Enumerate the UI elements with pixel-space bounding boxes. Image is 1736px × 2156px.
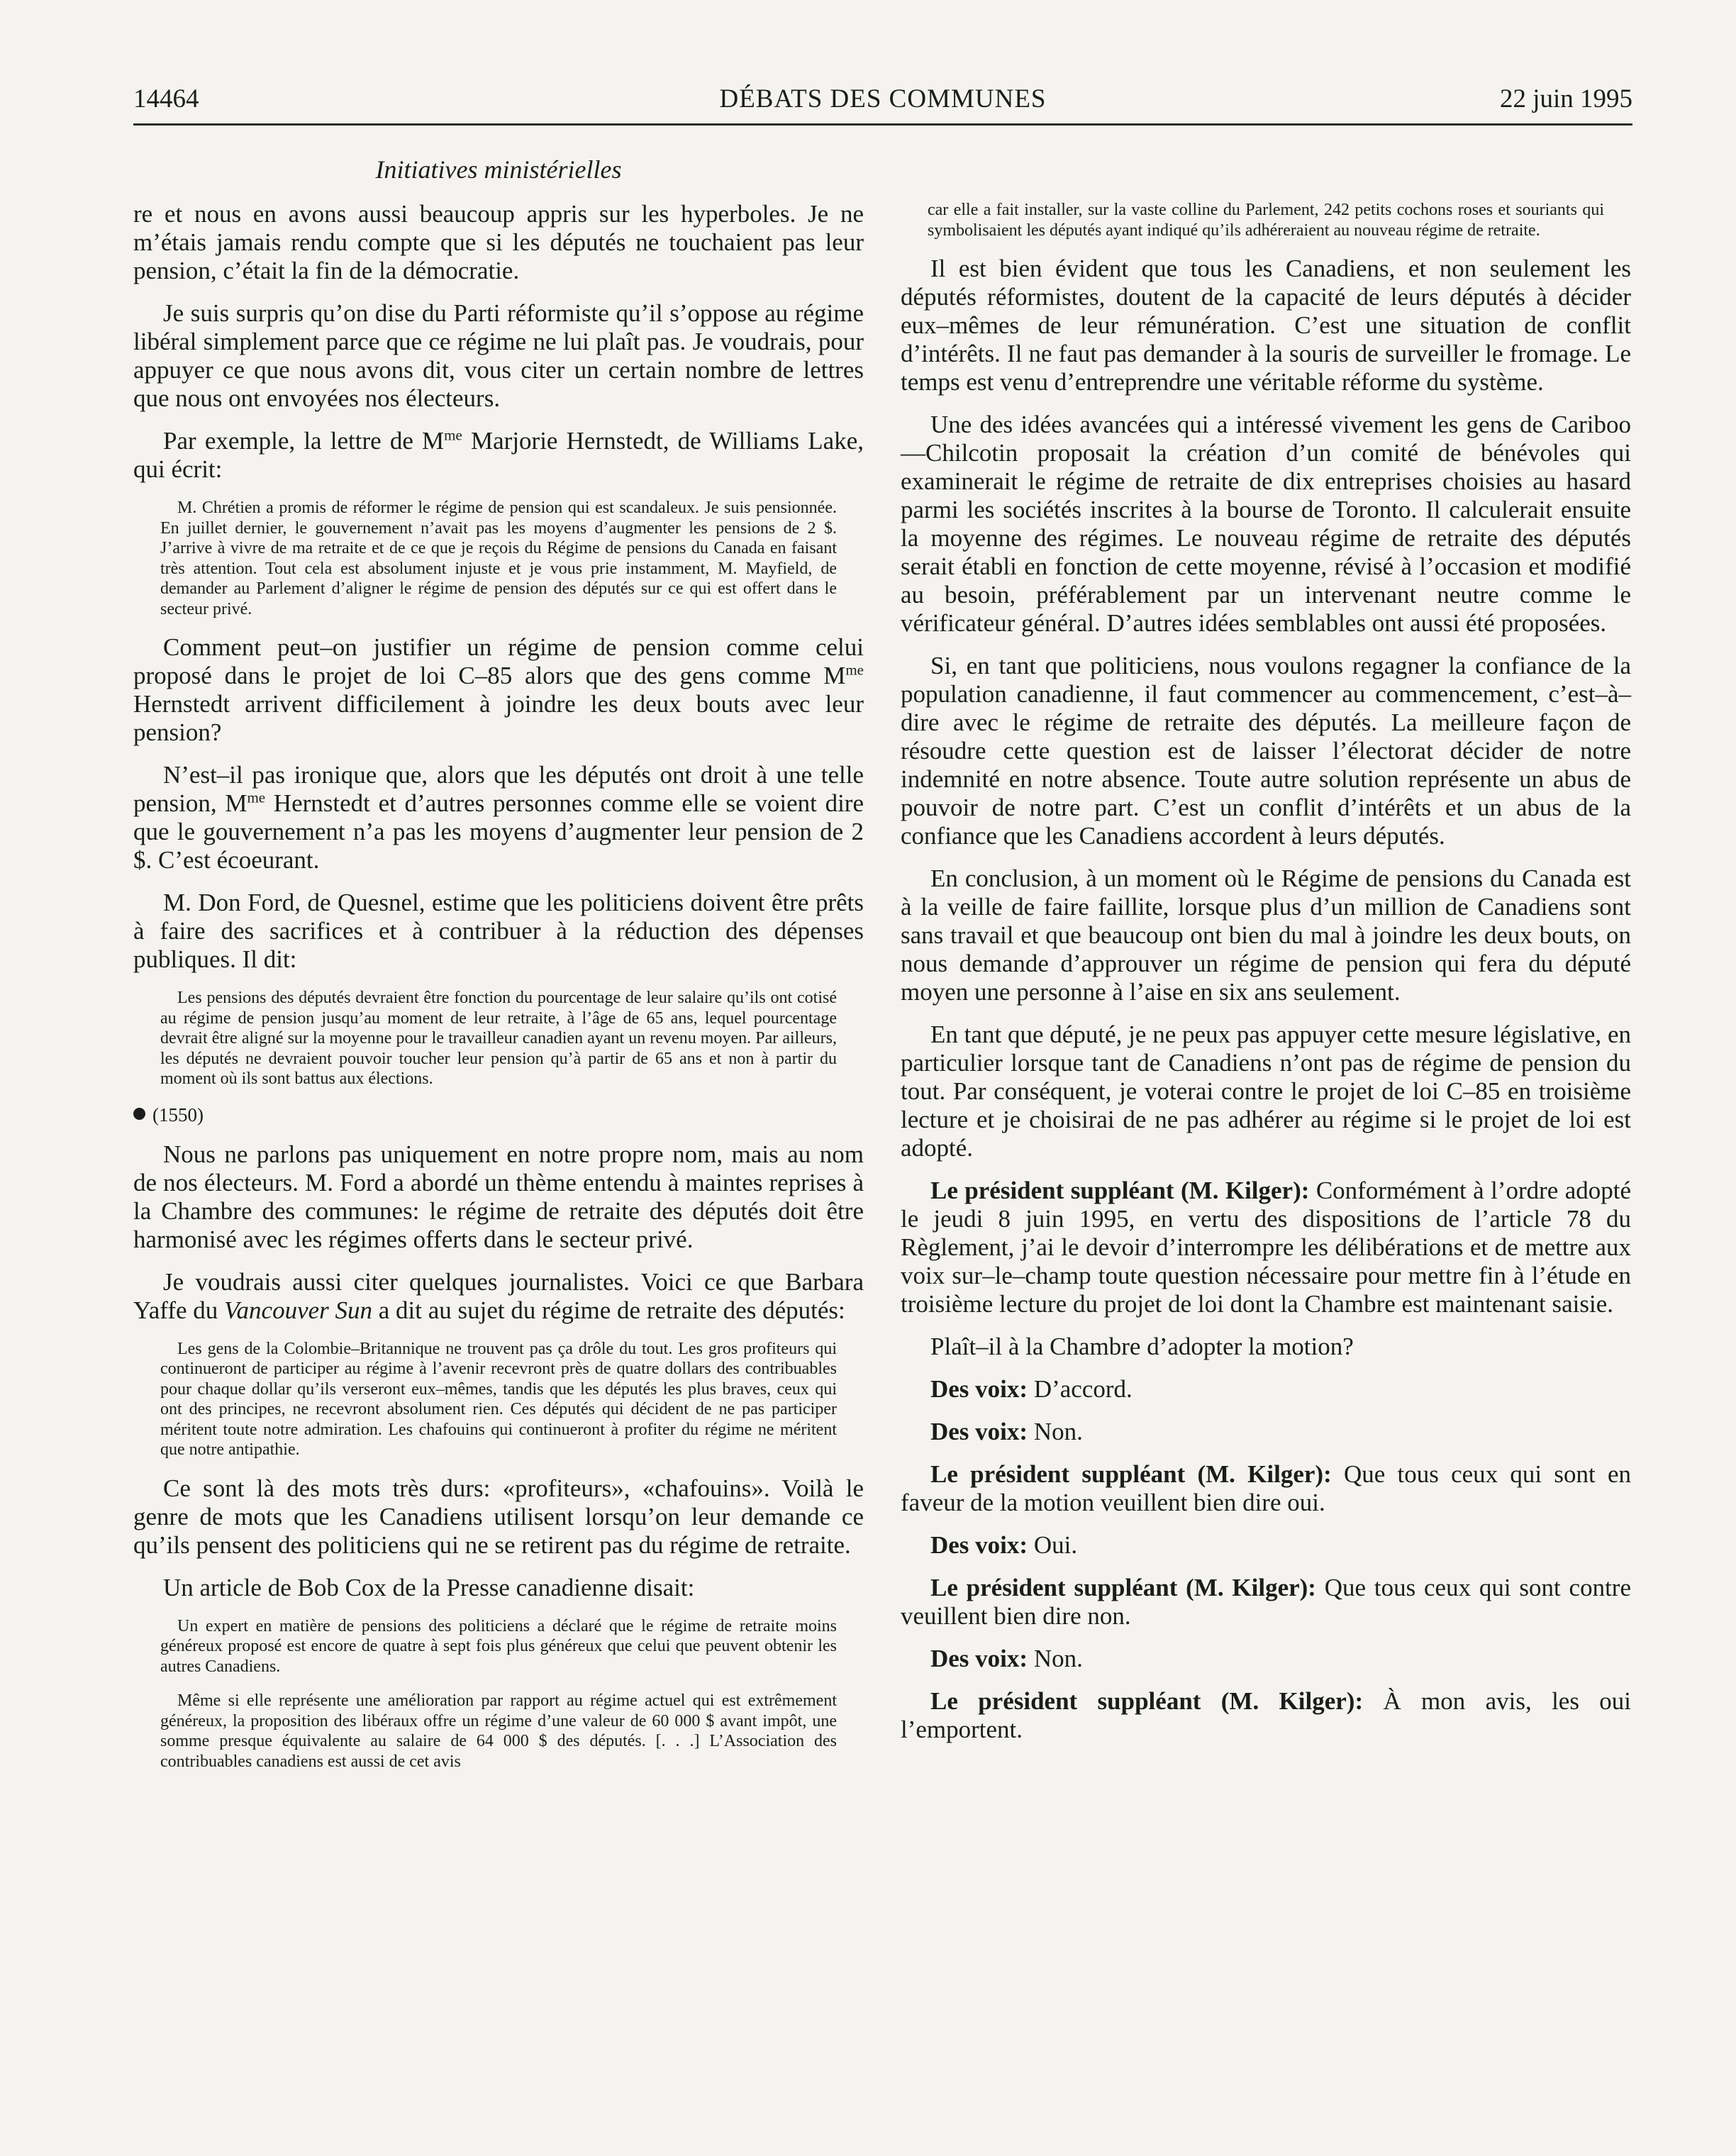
- paragraph: re et nous en avons aussi beaucoup appris sur les hyperboles. Je ne m’étais jamais rendu compte que si les députés ne touchaient pas leur pension, c’était la fin de la démocratie.: [133, 200, 864, 284]
- speaker-name: Le président suppléant (M. Kilger):: [930, 1574, 1316, 1601]
- paragraph: Un article de Bob Cox de la Presse canadienne disait:: [163, 1573, 695, 1601]
- text-run: Je voudrais aussi citer quelques journalistes. Voici ce que Barbara Yaffe du: [133, 1267, 864, 1324]
- speech: [901, 1687, 1631, 1744]
- speaker-name: Le président suppléant (M. Kilger):: [930, 1687, 1364, 1715]
- paragraph: M. Don Ford, de Quesnel, estime que les politiciens doivent être prêts à faire des sacrifices et à contribuer à la réduction des dépenses publiques. Il dit:: [133, 889, 864, 973]
- superscript: me: [247, 789, 266, 806]
- paragraph: [133, 633, 864, 747]
- publication-date: 22 juin 1995: [1499, 84, 1632, 113]
- paragraph: Une des idées avancées qui a intéressé vivement les gens de Cariboo—Chilcotin proposait la création d’un comité de bénévoles qui examinerait le régime de retraite de dix entreprises choisies au hasard parmi les sociétés inscrites à la bourse de Toronto. Il calculerait ensuite la moyenne des régimes. Le nouveau régime de retraite des députés serait établi en fonction de cette moyenne, révisé à l’occasion et modifié au besoin, préférablement par un intervenant neutre comme le vérificateur général. D’autres idées semblables ont aussi été proposées.: [901, 411, 1631, 637]
- paragraph: Plaît–il à la Chambre d’adopter la motion?: [930, 1333, 1354, 1360]
- block-quote-continued: car elle a fait installer, sur la vaste colline du Parlement, 242 petits cochons roses et souriants qui symbolisaient les députés ayant indiqué qu’ils adhéreraient au nouveau régime de retraite.: [928, 201, 1604, 240]
- text-run: Hernstedt arrivent difficilement à joindre les deux bouts avec leur pension?: [133, 690, 864, 746]
- paragraph: En tant que député, je ne peux pas appuyer cette mesure législative, en particulier lorsque tant de Canadiens n’ont pas de régime de pension du tout. Par conséquent, je voterai contre le projet de loi C–85 en troisième lecture et je choisirai de ne pas adhérer au régime si le projet de loi est adopté.: [901, 1021, 1631, 1162]
- text-run: Hernstedt et d’autres personnes comme elle se voient dire que le gouvernement n’a pas les moyens d’augmenter leur pension de 2 $. C’est écoeurant.: [133, 789, 864, 874]
- speech: [901, 1460, 1631, 1517]
- paragraph: Il est bien évident que tous les Canadiens, et non seulement les députés réformistes, doutent de la capacité de leurs députés à décider eux–mêmes de leur rémunération. C’est une situation de conflit d’intérêts. Il ne faut pas demander à la souris de surveiller le fromage. Le temps est venu d’entreprendre une véritable réforme du système.: [901, 255, 1631, 396]
- paragraph: Si, en tant que politiciens, nous voulons regagner la confiance de la population canadienne, il faut commencer au commencement, c’est–à–dire avec le régime de retraite des députés. La meilleure façon de résoudre cette question est de laisser l’électorat décider de notre indemnité en notre absence. Toute autre solution représente un abus de pouvoir de notre part. C’est un conflit d’intérêts et un abus de la confiance que les Canadiens accordent à leurs députés.: [901, 652, 1631, 850]
- text-run: Comment peut–on justifier un régime de pension comme celui proposé dans le projet de loi C–85 alors que des gens comme M: [133, 633, 864, 689]
- speaker-name: Des voix:: [930, 1531, 1028, 1559]
- speech-text: Non.: [1028, 1418, 1083, 1445]
- right-column: [901, 200, 1631, 1758]
- page-header: [133, 84, 1632, 126]
- paragraph: [133, 761, 864, 874]
- speaker-name: Des voix:: [930, 1645, 1028, 1672]
- speaker-name: Le président suppléant (M. Kilger):: [930, 1177, 1310, 1204]
- speaker-name: Des voix:: [930, 1418, 1028, 1445]
- time-marker: [133, 1104, 864, 1126]
- speech-text: D’accord.: [1028, 1375, 1133, 1403]
- section-title: Initiatives ministérielles: [375, 155, 622, 184]
- speaker-name: Des voix:: [930, 1375, 1028, 1403]
- publication-title: DÉBATS DES COMMUNES: [719, 84, 1047, 113]
- paragraph: Ce sont là des mots très durs: «profiteurs», «chafouins». Voilà le genre de mots que les Canadiens utilisent lorsqu’on leur demande ce qu’ils pensent des politiciens qui ne se retirent pas du régime de retraite.: [133, 1474, 864, 1559]
- block-quote: Un expert en matière de pensions des politiciens a déclaré que le régime de retraite moins généreux proposé est encore de quatre à sept fois plus généreux que celui que peuvent obtenir les autres Canadiens.: [160, 1616, 837, 1676]
- speech-text: Oui.: [1028, 1531, 1078, 1559]
- speech-text: Non.: [1028, 1645, 1083, 1672]
- speech: [901, 1531, 1631, 1560]
- superscript: me: [845, 661, 864, 679]
- speech: [901, 1645, 1631, 1673]
- superscript: me: [444, 426, 462, 444]
- left-column: [133, 200, 864, 1786]
- speech: [901, 1574, 1631, 1630]
- paragraph: [133, 427, 864, 484]
- speech-text: À mon avis, les oui l’emportent.: [901, 1687, 1632, 1743]
- text-run: Marjorie Hernstedt, de Williams Lake, qui écrit:: [133, 427, 864, 483]
- speech-text: Que tous ceux qui sont en faveur de la motion veuillent bien dire oui.: [901, 1460, 1631, 1516]
- text-run: Par exemple, la lettre de M: [163, 427, 445, 455]
- speech-text: Conformément à l’ordre adopté le jeudi 8 juin 1995, en vertu des dispositions de l’article 78 du Règlement, j’ai le devoir d’interrompre les délibérations et de mettre aux voix sur–le–champ toute question nécessaire pour mettre fin à l’étude en troisième lecture du projet de loi dont la Chambre est maintenant saisie.: [901, 1177, 1631, 1318]
- speech: [901, 1418, 1631, 1446]
- speaker-name: Le président suppléant (M. Kilger):: [930, 1460, 1332, 1488]
- speech: [901, 1177, 1631, 1318]
- newspaper-name: Vancouver Sun: [224, 1296, 373, 1324]
- text-run: N’est–il pas ironique que, alors que les députés ont droit à une telle pension, M: [133, 761, 864, 817]
- text-run: a dit au sujet du régime de retraite des députés:: [372, 1296, 845, 1324]
- block-quote: Les gens de la Colombie–Britannique ne trouvent pas ça drôle du tout. Les gros profiteurs qui continueront de participer au régime à l’avenir recevront près de quatre dollars des contribuables pour chaque dollar qu’ils verseront eux–mêmes, tandis que les députés les plus braves, ceux qui ont des principes, ne recevront absolument rien. Ces députés qui décident de ne pas participer méritent toute notre admiration. Les chafouins qui continueront à profiter du régime ne méritent que notre antipathie.: [160, 1339, 837, 1459]
- block-quote: M. Chrétien a promis de réformer le régime de pension qui est scandaleux. Je suis pensionnée. En juillet dernier, le gouvernement n’avait pas les moyens d’augmenter les pensions de 2 $. J’arrive à vivre de ma retraite et de ce que je reçois du Régime de pensions du Canada en faisant très attention. Tout cela est absolument injuste et je vous prie instamment, M. Mayfield, de demander au Parlement d’aligner le régime de pension des députés sur ce qui est offert dans le secteur privé.: [160, 499, 837, 618]
- speech: [901, 1375, 1631, 1404]
- paragraph: [133, 1268, 864, 1325]
- paragraph: En conclusion, à un moment où le Régime de pensions du Canada est à la veille de faire faillite, lorsque plus d’un million de Canadiens sont sans travail et que beaucoup ont bien du mal à joindre les deux bouts, on nous demande d’approuver un régime de pension qui fera du député moyen une personne à l’aise en six ans seulement.: [901, 865, 1631, 1006]
- paragraph: Nous ne parlons pas uniquement en notre propre nom, mais au nom de nos électeurs. M. Ford a abordé un thème entendu à maintes reprises à la Chambre des communes: le régime de retraite des députés doit être harmonisé avec les régimes offerts dans le secteur privé.: [133, 1140, 864, 1253]
- page-number: 14464: [133, 84, 199, 113]
- time-marker-text: (1550): [152, 1104, 204, 1126]
- block-quote: Les pensions des députés devraient être fonction du pourcentage de leur salaire qu’ils ont cotisé au régime de pension jusqu’au moment de leur retraite, à l’âge de 65 ans, lequel pourcentage devrait être aligné sur la moyenne pour le travailleur canadien ayant un revenu moyen. Par ailleurs, les députés ne devraient pouvoir toucher leur pension qu’à partir de 65 ans et non à partir du moment où ils sont battus aux élections.: [160, 989, 837, 1088]
- bullet-icon: [133, 1108, 145, 1120]
- speech-text: Que tous ceux qui sont contre veuillent bien dire non.: [901, 1574, 1631, 1630]
- block-quote: Même si elle représente une amélioration par rapport au régime actuel qui est extrêmement généreux, la proposition des libéraux offre un régime d’une valeur de 60 000 $ avant impôt, une somme presque équivalente au salaire de 64 000 $ des députés. [. . .] L’Association des contribuables canadiens est aussi de cet avis: [160, 1691, 837, 1771]
- paragraph: Je suis surpris qu’on dise du Parti réformiste qu’il s’oppose au régime libéral simplement parce que ce régime ne lui plaît pas. Je voudrais, pour appuyer ce que nous avons dit, vous citer un certain nombre de lettres que nous ont envoyées nos électeurs.: [133, 299, 864, 412]
